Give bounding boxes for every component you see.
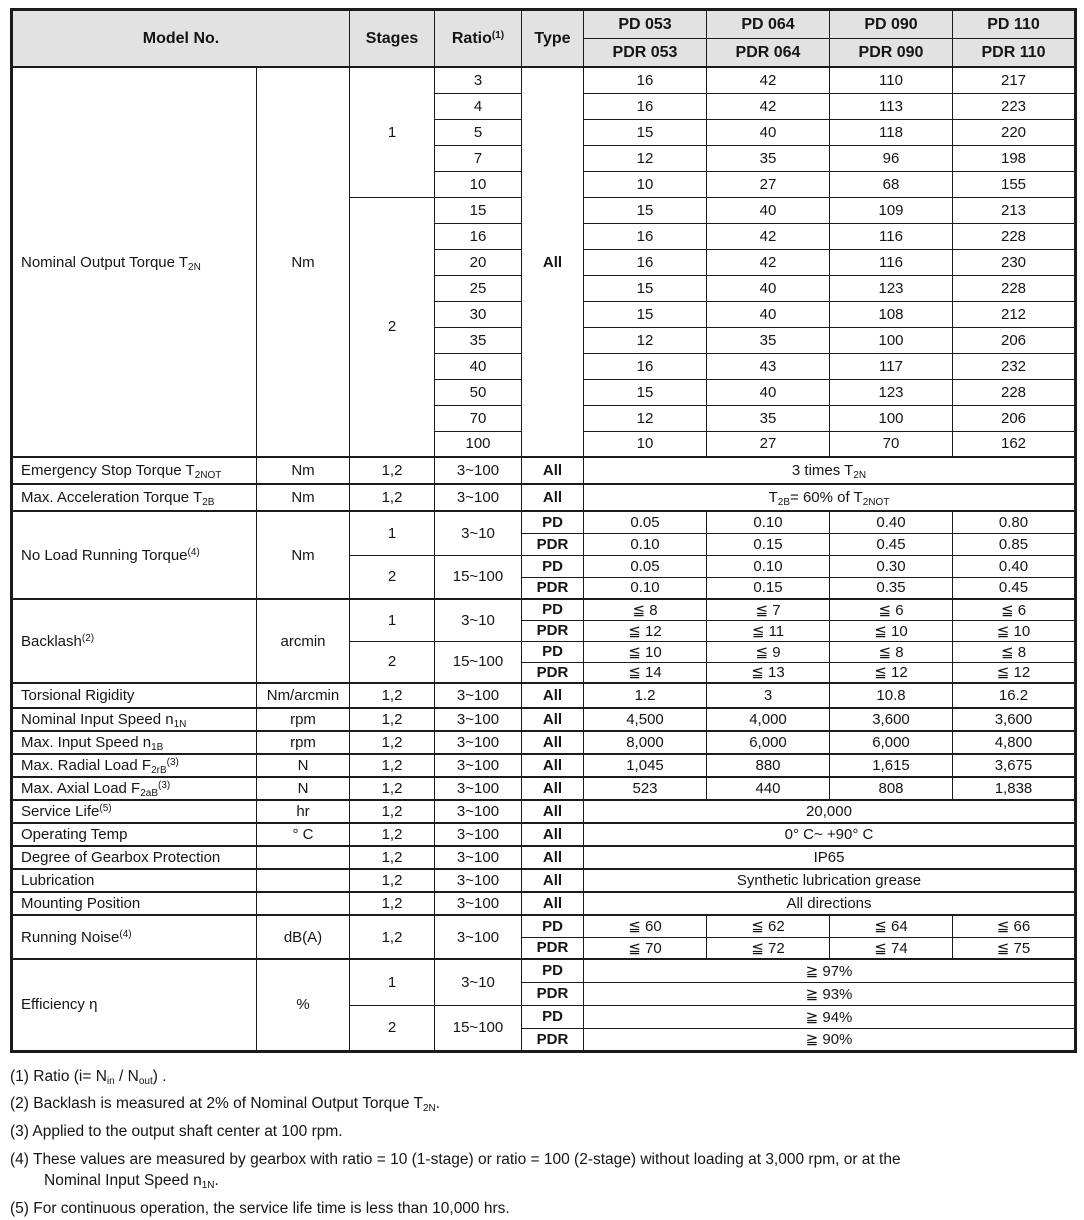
ratio-cell: 16: [435, 223, 522, 249]
value-cell: 0.85: [953, 533, 1076, 555]
value-cell: 0.05: [584, 511, 707, 533]
value-cell: 0.30: [830, 555, 953, 577]
type-cell: All: [522, 683, 584, 708]
value-cell: 68: [830, 171, 953, 197]
ratio-cell: 30: [435, 301, 522, 327]
value-cell: 116: [830, 223, 953, 249]
row-label: Max. Acceleration Torque $T_{2B}$: [12, 484, 257, 511]
type-cell: All: [522, 892, 584, 915]
stages-cell: 1,2: [350, 846, 435, 869]
value-cell: 206: [953, 327, 1076, 353]
value-cell: 3: [707, 683, 830, 708]
table-row: [12, 731, 1076, 754]
table-header-cell: PD 053: [584, 10, 707, 39]
value-cell: 108: [830, 301, 953, 327]
value-cell: 1,615: [830, 754, 953, 777]
stages-cell: 1: [350, 599, 435, 641]
ratio-cell: 10: [435, 171, 522, 197]
merged-value-cell: All directions: [584, 892, 1076, 915]
value-cell: 40: [707, 379, 830, 405]
row-label: Emergency Stop Torque $T_{2NOT}$: [12, 457, 257, 484]
type-cell: All: [522, 457, 584, 484]
unit-cell: [257, 892, 350, 915]
table-row: [12, 599, 1076, 620]
ratio-cell: 3~100: [435, 777, 522, 800]
type-cell: All: [522, 777, 584, 800]
table-row: [12, 754, 1076, 777]
ratio-cell: 15~100: [435, 1005, 522, 1051]
value-cell: ≦ 12: [953, 662, 1076, 683]
value-cell: 1,838: [953, 777, 1076, 800]
value-cell: 155: [953, 171, 1076, 197]
table-header-cell: PDR 110: [953, 39, 1076, 68]
value-cell: 0.35: [830, 577, 953, 599]
value-cell: 0.40: [830, 511, 953, 533]
table-header-cell: Stages: [350, 10, 435, 68]
type-cell: All: [522, 869, 584, 892]
value-cell: 70: [830, 431, 953, 457]
table-row: [12, 484, 1076, 511]
value-cell: 0.80: [953, 511, 1076, 533]
ratio-cell: 3~100: [435, 823, 522, 846]
value-cell: ≦ 6: [830, 599, 953, 620]
row-label: Backlash$^{(2)}$: [12, 599, 257, 683]
value-cell: 4,000: [707, 708, 830, 731]
value-cell: ≦ 12: [830, 662, 953, 683]
stages-cell: 1,2: [350, 754, 435, 777]
ratio-cell: 40: [435, 353, 522, 379]
ratio-cell: 35: [435, 327, 522, 353]
value-cell: 6,000: [830, 731, 953, 754]
type-cell: PD: [522, 511, 584, 533]
unit-cell: rpm: [257, 708, 350, 731]
value-cell: ≦ 7: [707, 599, 830, 620]
value-cell: 116: [830, 249, 953, 275]
ratio-cell: 3~100: [435, 457, 522, 484]
unit-cell: %: [257, 959, 350, 1051]
merged-value-cell: ≧ 90%: [584, 1028, 1076, 1051]
footnotes-section: [10, 1067, 1030, 1220]
value-cell: 35: [707, 405, 830, 431]
value-cell: 110: [830, 67, 953, 93]
value-cell: ≦ 8: [830, 641, 953, 662]
type-cell: PDR: [522, 982, 584, 1005]
row-label: Nominal Input Speed $n_{1N}$: [12, 708, 257, 731]
value-cell: 117: [830, 353, 953, 379]
type-cell: All: [522, 800, 584, 823]
row-label: Running Noise$^{(4)}$: [12, 915, 257, 959]
value-cell: ≦ 11: [707, 620, 830, 641]
table-row: [12, 67, 1076, 93]
value-cell: 10.8: [830, 683, 953, 708]
unit-cell: N: [257, 754, 350, 777]
ratio-cell: 25: [435, 275, 522, 301]
value-cell: 0.15: [707, 533, 830, 555]
footnote-2: (2) Backlash is measured at 2% of Nominal Output Torque $T_{2N}$.: [10, 1094, 1030, 1115]
unit-cell: Nm: [257, 511, 350, 599]
stages-cell: 1,2: [350, 484, 435, 511]
row-label: Nominal Output Torque $T_{2N}$: [12, 67, 257, 457]
unit-cell: N: [257, 777, 350, 800]
value-cell: 15: [584, 301, 707, 327]
merged-value-cell: 3 times $T_{2N}$: [584, 457, 1076, 484]
value-cell: 109: [830, 197, 953, 223]
value-cell: 15: [584, 119, 707, 145]
stages-cell: 1,2: [350, 708, 435, 731]
value-cell: 523: [584, 777, 707, 800]
value-cell: ≦ 70: [584, 937, 707, 959]
table-header-cell: PDR 053: [584, 39, 707, 68]
stages-cell: 1,2: [350, 777, 435, 800]
type-cell: PDR: [522, 577, 584, 599]
value-cell: 0.40: [953, 555, 1076, 577]
unit-cell: ° C: [257, 823, 350, 846]
value-cell: ≦ 6: [953, 599, 1076, 620]
table-header-cell: Type: [522, 10, 584, 68]
value-cell: 223: [953, 93, 1076, 119]
type-cell: All: [522, 754, 584, 777]
value-cell: ≦ 66: [953, 915, 1076, 937]
ratio-cell: 3~100: [435, 846, 522, 869]
table-body: [12, 67, 1076, 1051]
value-cell: 27: [707, 171, 830, 197]
row-label: Lubrication: [12, 869, 257, 892]
merged-value-cell: 20,000: [584, 800, 1076, 823]
table-row: [12, 457, 1076, 484]
footnote-3: (3) Applied to the output shaft center at 100 rpm.: [10, 1122, 1030, 1143]
value-cell: 123: [830, 379, 953, 405]
value-cell: 10: [584, 431, 707, 457]
value-cell: 123: [830, 275, 953, 301]
merged-value-cell: Synthetic lubrication grease: [584, 869, 1076, 892]
value-cell: 4,800: [953, 731, 1076, 754]
value-cell: 3,600: [953, 708, 1076, 731]
value-cell: 16.2: [953, 683, 1076, 708]
table-row: [12, 800, 1076, 823]
value-cell: 40: [707, 119, 830, 145]
unit-cell: [257, 846, 350, 869]
type-cell: PDR: [522, 533, 584, 555]
value-cell: 15: [584, 275, 707, 301]
spec-table: [10, 8, 1077, 1053]
table-row: [12, 892, 1076, 915]
value-cell: 43: [707, 353, 830, 379]
row-label: Service Life$^{(5)}$: [12, 800, 257, 823]
value-cell: 12: [584, 405, 707, 431]
value-cell: 6,000: [707, 731, 830, 754]
row-label: Mounting Position: [12, 892, 257, 915]
value-cell: 15: [584, 379, 707, 405]
footnote-1: (1) Ratio $(i= N_{in} / N_{out})$ .: [10, 1067, 1030, 1088]
value-cell: 42: [707, 67, 830, 93]
row-label: Operating Temp: [12, 823, 257, 846]
value-cell: 1,045: [584, 754, 707, 777]
value-cell: 220: [953, 119, 1076, 145]
ratio-cell: 5: [435, 119, 522, 145]
stages-cell: 1,2: [350, 869, 435, 892]
ratio-cell: 3~10: [435, 599, 522, 641]
type-cell: All: [522, 731, 584, 754]
row-label: Degree of Gearbox Protection: [12, 846, 257, 869]
ratio-cell: 7: [435, 145, 522, 171]
type-cell: PD: [522, 915, 584, 937]
footnote-4: (4) These values are measured by gearbox with ratio = 10 (1-stage) or ratio = 100 (2-stage) without loading at 3,000 rpm, or at the Nominal Input Speed $n_{1N}$.: [10, 1150, 1030, 1192]
value-cell: 16: [584, 249, 707, 275]
ratio-cell: 3~100: [435, 800, 522, 823]
value-cell: 0.45: [830, 533, 953, 555]
ratio-cell: 3~10: [435, 511, 522, 555]
unit-cell: Nm: [257, 457, 350, 484]
row-label: Efficiency η: [12, 959, 257, 1051]
value-cell: ≦ 10: [584, 641, 707, 662]
value-cell: 42: [707, 93, 830, 119]
value-cell: 35: [707, 145, 830, 171]
type-cell: PD: [522, 555, 584, 577]
table-head: [12, 10, 1076, 68]
value-cell: 8,000: [584, 731, 707, 754]
stages-cell: 1,2: [350, 683, 435, 708]
type-cell: PD: [522, 1005, 584, 1028]
value-cell: 40: [707, 301, 830, 327]
value-cell: 35: [707, 327, 830, 353]
table-row: [12, 511, 1076, 533]
stages-cell: 1: [350, 959, 435, 1005]
table-header-cell: PD 064: [707, 10, 830, 39]
value-cell: 100: [830, 327, 953, 353]
row-label: Max. Input Speed $n_{1B}$: [12, 731, 257, 754]
value-cell: 16: [584, 67, 707, 93]
table-header-cell: PD 090: [830, 10, 953, 39]
type-cell: PDR: [522, 937, 584, 959]
value-cell: 0.10: [584, 533, 707, 555]
type-cell: All: [522, 823, 584, 846]
type-cell: PD: [522, 959, 584, 982]
ratio-cell: 3~100: [435, 708, 522, 731]
table-row: [12, 10, 1076, 39]
value-cell: 16: [584, 93, 707, 119]
value-cell: 118: [830, 119, 953, 145]
type-cell: PD: [522, 599, 584, 620]
merged-value-cell: ≧ 97%: [584, 959, 1076, 982]
ratio-cell: 15~100: [435, 555, 522, 599]
type-cell: All: [522, 708, 584, 731]
value-cell: 4,500: [584, 708, 707, 731]
unit-cell: arcmin: [257, 599, 350, 683]
table-row: [12, 708, 1076, 731]
value-cell: 162: [953, 431, 1076, 457]
value-cell: 3,675: [953, 754, 1076, 777]
value-cell: 0.45: [953, 577, 1076, 599]
value-cell: ≦ 10: [953, 620, 1076, 641]
stages-cell: 1,2: [350, 823, 435, 846]
stages-cell: 2: [350, 641, 435, 683]
unit-cell: Nm: [257, 484, 350, 511]
ratio-cell: 3~100: [435, 915, 522, 959]
value-cell: ≦ 60: [584, 915, 707, 937]
type-cell: PDR: [522, 662, 584, 683]
unit-cell: Nm: [257, 67, 350, 457]
ratio-cell: 3~100: [435, 683, 522, 708]
table-row: [12, 683, 1076, 708]
value-cell: ≦ 14: [584, 662, 707, 683]
value-cell: 96: [830, 145, 953, 171]
value-cell: 0.15: [707, 577, 830, 599]
value-cell: 42: [707, 223, 830, 249]
table-row: [12, 777, 1076, 800]
value-cell: 228: [953, 379, 1076, 405]
ratio-cell: 15: [435, 197, 522, 223]
table-row: [12, 915, 1076, 937]
unit-cell: dB(A): [257, 915, 350, 959]
type-cell: PD: [522, 641, 584, 662]
merged-value-cell: 0° C~ +90° C: [584, 823, 1076, 846]
value-cell: 1.2: [584, 683, 707, 708]
ratio-cell: 3~10: [435, 959, 522, 1005]
ratio-cell: 50: [435, 379, 522, 405]
value-cell: ≦ 13: [707, 662, 830, 683]
value-cell: 230: [953, 249, 1076, 275]
merged-value-cell: ≧ 94%: [584, 1005, 1076, 1028]
value-cell: ≦ 9: [707, 641, 830, 662]
value-cell: 40: [707, 275, 830, 301]
value-cell: 228: [953, 275, 1076, 301]
unit-cell: rpm: [257, 731, 350, 754]
table-row: [12, 846, 1076, 869]
type-cell: PDR: [522, 620, 584, 641]
ratio-cell: 3: [435, 67, 522, 93]
stages-cell: 2: [350, 1005, 435, 1051]
ratio-cell: 3~100: [435, 869, 522, 892]
value-cell: 3,600: [830, 708, 953, 731]
value-cell: 212: [953, 301, 1076, 327]
value-cell: 217: [953, 67, 1076, 93]
type-cell: All: [522, 67, 584, 457]
ratio-cell: 4: [435, 93, 522, 119]
type-cell: All: [522, 846, 584, 869]
stages-cell: 1,2: [350, 800, 435, 823]
ratio-cell: 3~100: [435, 731, 522, 754]
row-label: Max. Axial Load $F_{2aB}^{(3)}$: [12, 777, 257, 800]
value-cell: 40: [707, 197, 830, 223]
ratio-cell: 3~100: [435, 892, 522, 915]
value-cell: 0.10: [584, 577, 707, 599]
footnote-5: (5) For continuous operation, the service life time is less than 10,000 hrs.: [10, 1199, 1030, 1220]
value-cell: ≦ 8: [584, 599, 707, 620]
value-cell: 12: [584, 145, 707, 171]
value-cell: 16: [584, 223, 707, 249]
table-header-cell: PD 110: [953, 10, 1076, 39]
table-row: [12, 823, 1076, 846]
stages-cell: 2: [350, 555, 435, 599]
value-cell: 12: [584, 327, 707, 353]
table-header-cell: Model No.: [12, 10, 350, 68]
row-label: Max. Radial Load $F_{2rB}^{(3)}$: [12, 754, 257, 777]
value-cell: 198: [953, 145, 1076, 171]
value-cell: 100: [830, 405, 953, 431]
value-cell: ≦ 10: [830, 620, 953, 641]
stages-cell: 1,2: [350, 731, 435, 754]
value-cell: ≦ 62: [707, 915, 830, 937]
stages-cell: 1,2: [350, 892, 435, 915]
table-row: [12, 869, 1076, 892]
value-cell: 232: [953, 353, 1076, 379]
value-cell: 0.10: [707, 555, 830, 577]
table-header-cell: PDR 090: [830, 39, 953, 68]
ratio-cell: 3~100: [435, 484, 522, 511]
value-cell: 228: [953, 223, 1076, 249]
ratio-cell: 3~100: [435, 754, 522, 777]
merged-value-cell: $T_{2B}= 60\%$ of $T_{2NOT}$: [584, 484, 1076, 511]
value-cell: ≦ 75: [953, 937, 1076, 959]
value-cell: 16: [584, 353, 707, 379]
table-header-cell: PDR 064: [707, 39, 830, 68]
ratio-cell: 20: [435, 249, 522, 275]
value-cell: 0.10: [707, 511, 830, 533]
value-cell: ≦ 12: [584, 620, 707, 641]
table-row: [12, 959, 1076, 982]
value-cell: 206: [953, 405, 1076, 431]
value-cell: ≦ 64: [830, 915, 953, 937]
value-cell: 0.05: [584, 555, 707, 577]
value-cell: 213: [953, 197, 1076, 223]
type-cell: PDR: [522, 1028, 584, 1051]
stages-cell: 1: [350, 67, 435, 197]
value-cell: 113: [830, 93, 953, 119]
value-cell: ≦ 8: [953, 641, 1076, 662]
unit-cell: [257, 869, 350, 892]
ratio-cell: 70: [435, 405, 522, 431]
row-label: No Load Running Torque$^{(4)}$: [12, 511, 257, 599]
value-cell: 10: [584, 171, 707, 197]
value-cell: 27: [707, 431, 830, 457]
unit-cell: hr: [257, 800, 350, 823]
stages-cell: 2: [350, 197, 435, 457]
merged-value-cell: ≧ 93%: [584, 982, 1076, 1005]
ratio-cell: 15~100: [435, 641, 522, 683]
stages-cell: 1,2: [350, 457, 435, 484]
ratio-cell: 100: [435, 431, 522, 457]
value-cell: 808: [830, 777, 953, 800]
value-cell: ≦ 72: [707, 937, 830, 959]
value-cell: 42: [707, 249, 830, 275]
value-cell: 440: [707, 777, 830, 800]
stages-cell: 1,2: [350, 915, 435, 959]
value-cell: 15: [584, 197, 707, 223]
merged-value-cell: IP65: [584, 846, 1076, 869]
stages-cell: 1: [350, 511, 435, 555]
unit-cell: Nm/arcmin: [257, 683, 350, 708]
table-header-cell: Ratio$^{(1)}$: [435, 10, 522, 68]
value-cell: 880: [707, 754, 830, 777]
value-cell: ≦ 74: [830, 937, 953, 959]
type-cell: All: [522, 484, 584, 511]
row-label: Torsional Rigidity: [12, 683, 257, 708]
